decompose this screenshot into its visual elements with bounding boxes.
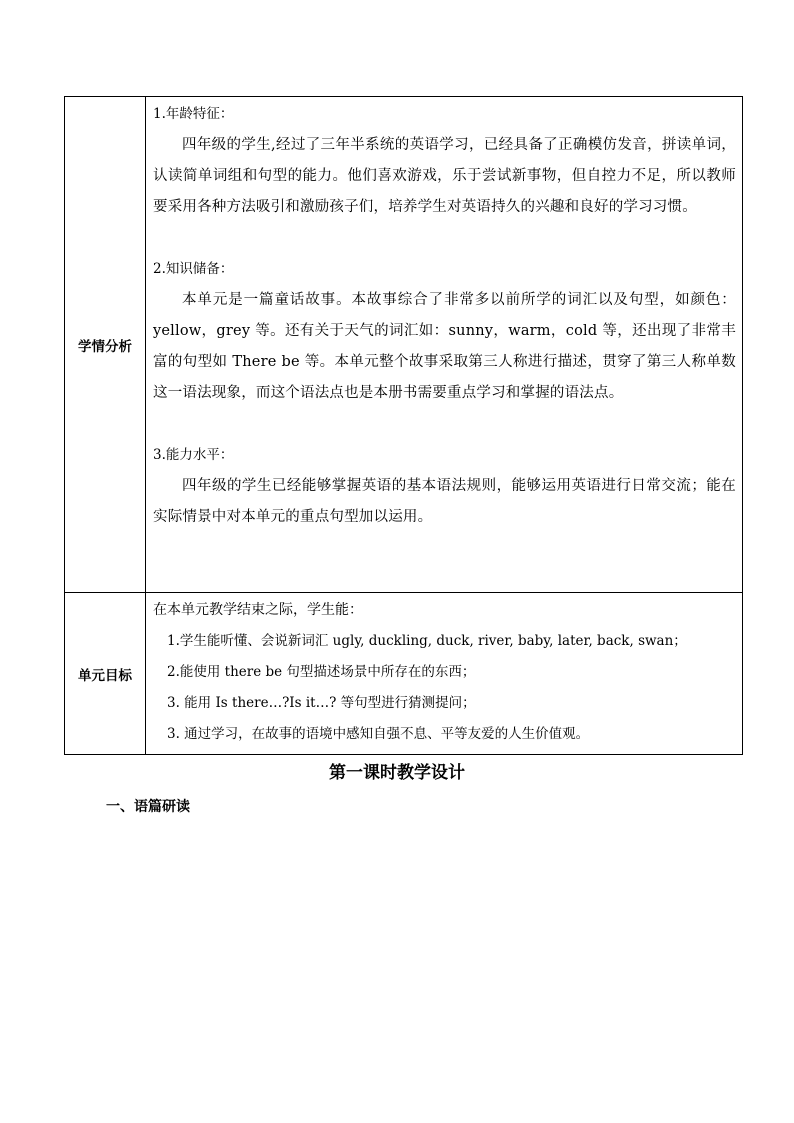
ability-heading: 3.能力水平： [153,447,234,463]
unit-goals-content [146,593,743,755]
section-title: 第一课时教学设计 [329,763,465,783]
age-heading: 1.年龄特征： [153,106,234,122]
goal-item: 2.能使用 there be 句型描述场景中所存在的东西； [167,664,476,680]
table-row-unit-goals [65,593,743,755]
ability-paragraph: 四年级的学生已经能够掌握英语的基本语法规则，能够运用英语进行日常交流；能在实际情景中对本单元的重点句型加以运用。 [153,478,736,525]
goal-item: 1.学生能听懂、会说新词汇 ugly, duckling, duck, river, baby, later, back, swan； [167,633,687,649]
knowledge-heading: 2.知识储备： [153,261,234,277]
sub-heading: 一、语篇研读 [106,799,190,815]
goals-intro: 在本单元教学结束之际，学生能： [153,602,363,618]
goal-item: 3. 能用 Is there…?Is it…? 等句型进行猜测提问； [167,695,476,711]
spacer [153,223,736,254]
knowledge-paragraph: 本单元是一篇童话故事。本故事综合了非常多以前所学的词汇以及句型，如颜色：yellow，grey 等。还有关于天气的词汇如：sunny，warm，cold 等，还出现了非常丰富的句型如 There be 等。本单元整个故事采取第三人称进行描述，贯穿了第三人称单数这一语法现象，而这个语法点也是本册书需要重点学习和掌握的语法点。 [153,292,736,401]
label-learner-analysis: 学情分析 [65,97,146,593]
spacer [153,409,736,440]
unit-analysis-table [64,96,743,755]
label-unit-goals: 单元目标 [65,593,146,755]
age-paragraph: 四年级的学生,经过了三年半系统的英语学习，已经具备了正确模仿发音，拼读单词，认读简单词组和句型的能力。他们喜欢游戏，乐于尝试新事物，但自控力不足，所以教师要采用各种方法吸引和激励孩子们，培养学生对英语持久的兴趣和良好的学习习惯。 [153,137,736,215]
learner-analysis-content [146,97,743,593]
goal-item: 3. 通过学习，在故事的语境中感知自强不息、平等友爱的人生价值观。 [167,726,590,742]
table-row-learner-analysis [65,97,743,593]
